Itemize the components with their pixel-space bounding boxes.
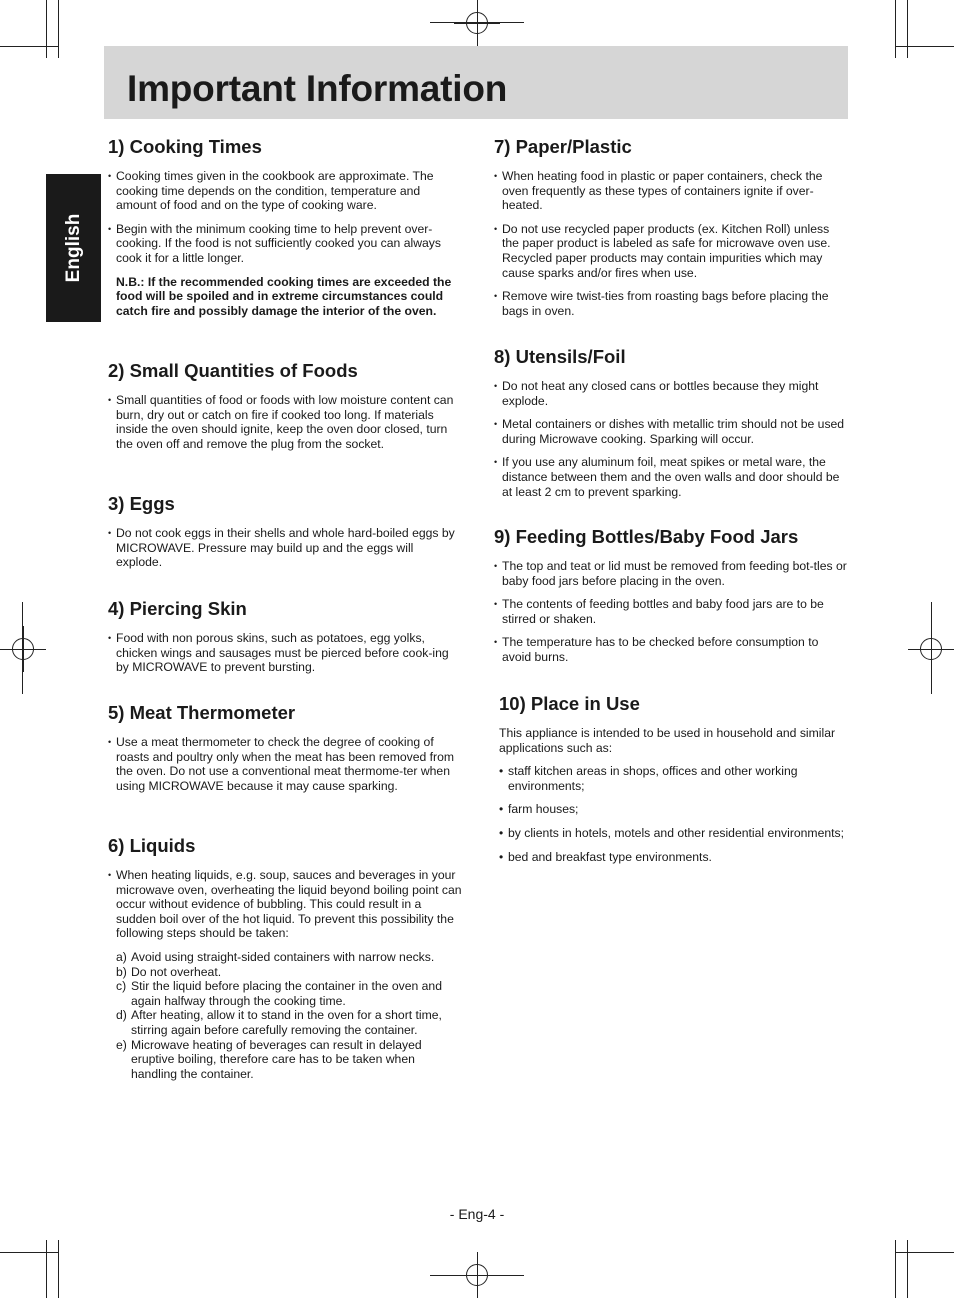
- crop-mark: [430, 22, 524, 23]
- section-title: 3) Eggs: [108, 493, 175, 514]
- crop-mark: [0, 1252, 58, 1253]
- warning-note: N.B.: If the recommended cooking times are exceeded the food will be spoiled and in extreme circumstances could catch fire and possibly damage the interior of the oven.: [116, 274, 452, 318]
- step-label: c): [116, 979, 127, 994]
- registration-mark-left: [0, 626, 46, 672]
- section-place-in-use: [499, 693, 848, 873]
- step-item: [116, 1038, 462, 1082]
- section-meat-thermometer: [108, 702, 462, 802]
- list-item: • by clients in hotels, motels and other residential environments;: [499, 826, 848, 841]
- step-text: Avoid using straight-sided containers with narrow necks.: [131, 949, 435, 964]
- intro-text: This appliance is intended to be used in household and similar applications such as:: [499, 726, 836, 755]
- step-label: d): [116, 1008, 127, 1023]
- crop-mark: [907, 0, 908, 58]
- bullet-item: • Remove wire twist-ties from roasting bags before placing the bags in oven.: [494, 289, 848, 318]
- section-small-quantities: [108, 360, 462, 460]
- bullet-item: • When heating liquids, e.g. soup, sauces and beverages in your microwave oven, overheating the liquid beyond boiling point can occur without evidence of bubbling. This could result in a sudden boil over of the hot liquid. To prevent this possibility the following steps should be taken:: [108, 868, 462, 941]
- section-liquids: [108, 835, 462, 1081]
- section-paper-plastic: [494, 136, 848, 327]
- page-number: - Eng-4 -: [449, 1206, 505, 1222]
- crop-mark: [46, 0, 47, 58]
- crop-mark: [895, 1240, 896, 1298]
- crop-mark: [896, 1252, 954, 1253]
- step-label: e): [116, 1037, 127, 1052]
- bullet-item: • The temperature has to be checked before consumption to avoid burns.: [494, 635, 848, 664]
- bullet-item: • When heating food in plastic or paper containers, check the oven frequently as these types of containers ignite if over-heated.: [494, 169, 848, 213]
- step-text: Microwave heating of beverages can result in delayed eruptive boiling, therefore care has to be taken when handling the container.: [131, 1037, 422, 1081]
- step-label: a): [116, 949, 127, 964]
- language-tab-label: English: [62, 213, 84, 283]
- bullet-item: • Use a meat thermometer to check the degree of cooking of roasts and poultry only when the meat has been removed from the oven. Do not use a conventional meat thermome-ter when using MICROWAVE because it may cause sparking.: [108, 735, 462, 793]
- section-title: 4) Piercing Skin: [108, 598, 247, 619]
- crop-mark: [0, 46, 58, 47]
- registration-mark-top: [454, 0, 500, 46]
- step-text: Stir the liquid before placing the container in the oven and again halfway through the cooking time.: [131, 979, 442, 1008]
- crop-mark: [58, 1240, 59, 1298]
- section-title: 6) Liquids: [108, 835, 196, 856]
- title-banner: [104, 46, 848, 119]
- crop-mark: [895, 0, 896, 58]
- step-item: [116, 1008, 462, 1037]
- section-eggs: [108, 493, 462, 579]
- crop-mark: [896, 46, 954, 47]
- crop-mark: [907, 1240, 908, 1298]
- step-text: Do not overheat.: [131, 964, 222, 979]
- crop-mark: [58, 0, 59, 58]
- section-feeding-bottles: [494, 526, 848, 674]
- crop-mark: [931, 602, 932, 694]
- section-title: 2) Small Quantities of Foods: [108, 360, 358, 381]
- step-text: After heating, allow it to stand in the oven for a short time, stirring again before carefully removing the container.: [131, 1008, 442, 1037]
- bullet-item: • Do not cook eggs in their shells and whole hard-boiled eggs by MICROWAVE. Pressure may build up and the eggs will explode.: [108, 526, 462, 570]
- section-title: 9) Feeding Bottles/Baby Food Jars: [494, 526, 799, 547]
- section-title: 8) Utensils/Foil: [494, 346, 626, 367]
- bullet-item: • Do not heat any closed cans or bottles because they might explode.: [494, 379, 848, 408]
- bullet-item: • Cooking times given in the cookbook are approximate. The cooking time depends on the condition, temperature and amount of food and on the type of cooking ware.: [108, 169, 462, 213]
- bullet-item: • If you use any aluminum foil, meat spikes or metal ware, the distance between them and the oven walls and door should be at least 2 cm to prevent sparking.: [494, 455, 848, 499]
- page-title: Important Information: [127, 68, 508, 109]
- step-label: b): [116, 964, 127, 979]
- section-title: 10) Place in Use: [499, 693, 640, 714]
- language-tab: [46, 174, 101, 322]
- section-cooking-times: [108, 136, 462, 318]
- bullet-item: • Small quantities of food or foods with low moisture content can burn, dry out or catch on fire if cooked too long. If materials inside the oven should ignite, keep the oven door closed, turn the oven off and remove the plug from the socket.: [108, 393, 462, 451]
- bullet-item: • Begin with the minimum cooking time to help prevent over-cooking. If the food is not sufficiently cooked you can always cook it for a little longer.: [108, 222, 462, 266]
- section-title: 5) Meat Thermometer: [108, 702, 296, 723]
- crop-mark: [46, 1240, 47, 1298]
- section-utensils-foil: [494, 346, 848, 508]
- bullet-item: • Food with non porous skins, such as potatoes, egg yolks, chicken wings and sausages must be pierced before cook-ing by MICROWAVE to prevent bursting.: [108, 631, 462, 675]
- section-title: 1) Cooking Times: [108, 136, 262, 157]
- bullet-item: • The top and teat or lid must be removed from feeding bot-tles or baby food jars before placing in the oven.: [494, 559, 848, 588]
- bullet-item: • Do not use recycled paper products (ex. Kitchen Roll) unless the paper product is labeled as safe for microwave oven use. Recycled paper products may contain impurities which may cause sparks and/or fires when use.: [494, 222, 848, 280]
- section-title: 7) Paper/Plastic: [494, 136, 632, 157]
- step-item: [116, 965, 462, 980]
- list-item: • farm houses;: [499, 802, 848, 817]
- step-item: [116, 950, 462, 965]
- bullet-item: • The contents of feeding bottles and baby food jars are to be stirred or shaken.: [494, 597, 848, 626]
- bullet-item: • Metal containers or dishes with metallic trim should not be used during Microwave cooking. Sparking will occur.: [494, 417, 848, 446]
- list-item: • staff kitchen areas in shops, offices and other working environments;: [499, 764, 848, 793]
- step-item: [116, 979, 462, 1008]
- list-item: • bed and breakfast type environments.: [499, 850, 848, 865]
- step-list: [108, 950, 462, 1081]
- crop-mark: [430, 1275, 524, 1276]
- section-piercing-skin: [108, 598, 462, 684]
- crop-mark: [22, 602, 23, 694]
